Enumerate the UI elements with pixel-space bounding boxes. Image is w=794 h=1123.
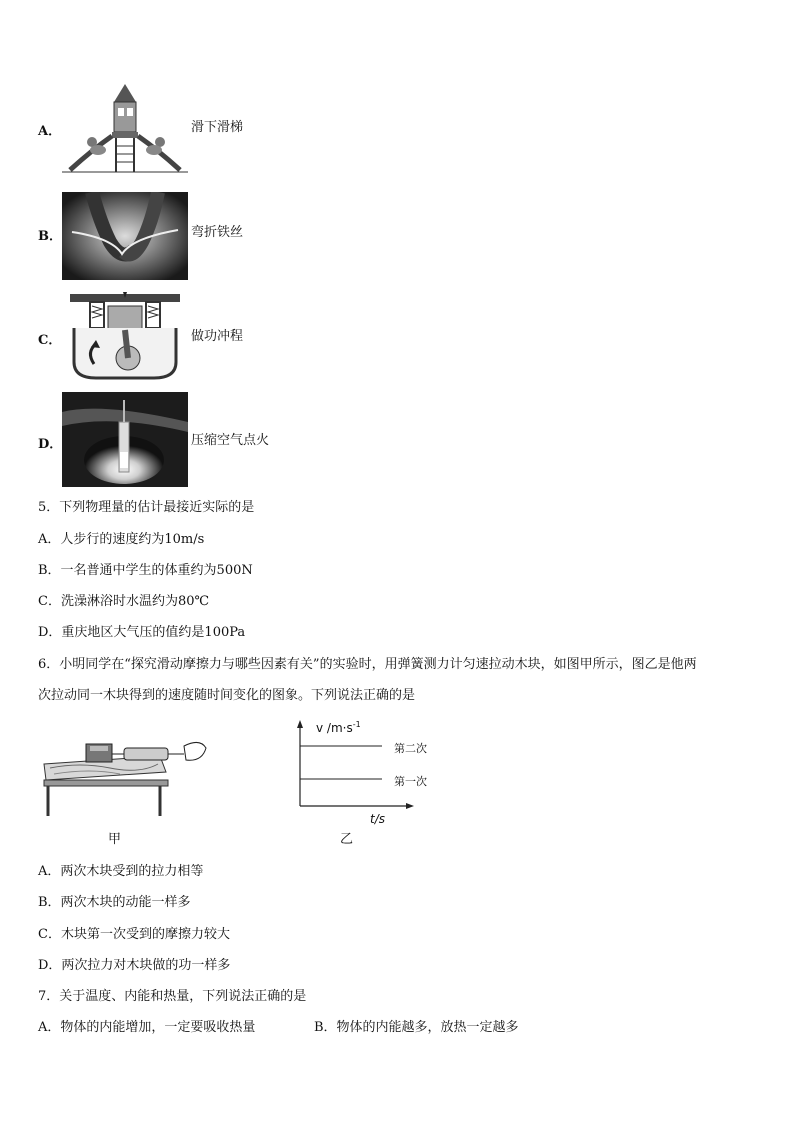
q6-option-c: C．木块第一次受到的摩擦力较大: [38, 927, 230, 942]
q5-option-d: D．重庆地区大气压的值约是100Pa: [38, 625, 246, 640]
q7-option-a: A．物体的内能增加，一定要吸收热量: [38, 1020, 256, 1035]
y-axis-arrow: [297, 720, 303, 728]
bending-wire-image: [62, 192, 188, 280]
x-axis-arrow: [406, 803, 414, 809]
q5-option-a: A．人步行的速度约为10m/s: [38, 532, 205, 547]
q6-stem-line2: 次拉动同一木块得到的速度随时间变化的图象。下列说法正确的是: [38, 688, 416, 703]
graph-line-first-label: 第一次: [394, 775, 427, 788]
q7-option-b: B．物体的内能越多，放热一定越多: [314, 1020, 519, 1035]
q6-stem-line1: 6．小明同学在“探究滑动摩擦力与哪些因素有关”的实验时，用弹簧测力计匀速拉动木块，如图甲所示，图乙是他两: [38, 657, 697, 672]
graph-line-second-label: 第二次: [394, 742, 427, 755]
q5-option-c: C．洗澡淋浴时水温约为80℃: [38, 594, 210, 609]
option-c-label: 做功冲程: [191, 329, 244, 344]
graph-y-label: [316, 720, 361, 735]
figure-yi-vt-graph: [290, 716, 440, 828]
q7-stem: 7．关于温度、内能和热量，下列说法正确的是: [38, 989, 307, 1004]
option-a-letter: A．: [38, 124, 62, 139]
option-b-letter: B．: [38, 229, 62, 244]
option-b-label: 弯折铁丝: [191, 225, 244, 240]
graph-y-label-sup: -1: [352, 720, 361, 729]
option-c-letter: C．: [38, 333, 62, 348]
option-d-label: 压缩空气点火: [191, 433, 270, 448]
q5-option-b: B．一名普通中学生的体重约为500N: [38, 563, 253, 578]
q6-option-b: B．两次木块的动能一样多: [38, 895, 191, 910]
engine-stroke-image: [66, 292, 184, 380]
slide-image: [62, 80, 188, 176]
figure-jia-label: 甲: [108, 832, 122, 847]
q5-stem: 5．下列物理量的估计最接近实际的是: [38, 500, 255, 515]
compressed-air-ignition-image: [62, 392, 188, 487]
graph-x-label: t/s: [370, 812, 385, 826]
figure-yi-label: 乙: [340, 832, 354, 847]
figure-jia-apparatus: [40, 728, 210, 818]
graph-y-label-text: v /m·s: [316, 721, 353, 735]
q6-option-a: A．两次木块受到的拉力相等: [38, 864, 204, 879]
q6-option-d: D．两次拉力对木块做的功一样多: [38, 958, 231, 973]
option-d-letter: D．: [38, 437, 63, 452]
option-a-label: 滑下滑梯: [191, 120, 244, 135]
